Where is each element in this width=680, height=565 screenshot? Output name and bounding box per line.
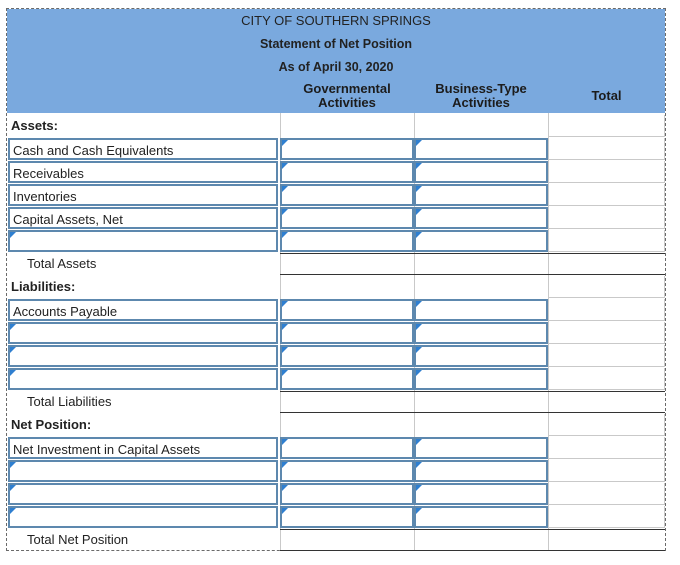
capital-assets-governmental-input[interactable] bbox=[280, 207, 414, 229]
dropdown-marker-icon bbox=[282, 232, 288, 238]
dropdown-marker-icon bbox=[10, 508, 16, 514]
blank-liability-governmental-input[interactable] bbox=[280, 368, 414, 390]
dropdown-marker-icon bbox=[416, 301, 422, 307]
inventories-business-input[interactable] bbox=[414, 184, 548, 206]
blank-net-position-label-input[interactable] bbox=[8, 483, 278, 505]
dropdown-marker-icon bbox=[10, 462, 16, 468]
accounts-payable-business-input[interactable] bbox=[414, 299, 548, 321]
dropdown-marker-icon bbox=[10, 324, 16, 330]
receivables-label-input[interactable]: Receivables bbox=[8, 161, 278, 183]
blank-liability-row bbox=[7, 368, 665, 390]
blank-net-position-label-input[interactable] bbox=[8, 460, 278, 482]
blank-net-position-row bbox=[7, 460, 665, 482]
receivables-governmental-input[interactable] bbox=[280, 161, 414, 183]
dropdown-marker-icon bbox=[416, 462, 422, 468]
blank-net-position-row bbox=[7, 506, 665, 528]
total-liabilities-business-cell bbox=[414, 391, 548, 413]
label-column-header bbox=[7, 79, 280, 113]
blank-liability-label-input[interactable] bbox=[8, 345, 278, 367]
blank-liability-business-input[interactable] bbox=[414, 322, 548, 344]
net-investment-business-input[interactable] bbox=[414, 437, 548, 459]
blank-liability-business-input[interactable] bbox=[414, 368, 548, 390]
accounts-payable-governmental-input[interactable] bbox=[280, 299, 414, 321]
dropdown-marker-icon bbox=[416, 209, 422, 215]
blank-liability-row bbox=[7, 345, 665, 367]
receivables-business-input[interactable] bbox=[414, 161, 548, 183]
blank-net-position-total-cell bbox=[548, 483, 665, 505]
blank-net-position-governmental-input[interactable] bbox=[280, 483, 414, 505]
blank-net-position-governmental-input[interactable] bbox=[280, 460, 414, 482]
blank-net-position-total-cell bbox=[548, 506, 665, 528]
entity-title-band bbox=[7, 9, 665, 33]
total-net-position-row bbox=[7, 529, 665, 551]
dropdown-marker-icon bbox=[10, 347, 16, 353]
dropdown-marker-icon bbox=[416, 347, 422, 353]
inventories-governmental-input[interactable] bbox=[280, 184, 414, 206]
dropdown-marker-icon bbox=[416, 324, 422, 330]
total-net-position-governmental-cell bbox=[280, 529, 414, 551]
total-liabilities-row bbox=[7, 391, 665, 413]
receivables-total-cell bbox=[548, 161, 665, 183]
statement-title-band bbox=[7, 32, 665, 57]
total-liabilities-label: Total Liabilities bbox=[27, 394, 112, 409]
capital-assets-business-input[interactable] bbox=[414, 207, 548, 229]
cash-business-input[interactable] bbox=[414, 138, 548, 160]
blank-asset-total-cell bbox=[548, 230, 665, 252]
blank-liability-total-cell bbox=[548, 322, 665, 344]
net-position-section-row bbox=[7, 414, 665, 436]
dropdown-marker-icon bbox=[282, 508, 288, 514]
inventories-row bbox=[7, 184, 665, 206]
blank-asset-business-input[interactable] bbox=[414, 230, 548, 252]
total-assets-row bbox=[7, 253, 665, 275]
blank-net-position-business-input[interactable] bbox=[414, 483, 548, 505]
blank-net-position-business-input[interactable] bbox=[414, 460, 548, 482]
capital-assets-label-input[interactable]: Capital Assets, Net bbox=[8, 207, 278, 229]
blank-net-position-total-cell bbox=[548, 460, 665, 482]
liabilities-heading: Liabilities: bbox=[11, 279, 76, 294]
dropdown-marker-icon bbox=[282, 301, 288, 307]
blank-net-position-governmental-input[interactable] bbox=[280, 506, 414, 528]
total-net-position-business-cell bbox=[414, 529, 548, 551]
blank-asset-label-input[interactable] bbox=[8, 230, 278, 252]
blank-cell bbox=[548, 276, 665, 298]
blank-liability-governmental-input[interactable] bbox=[280, 322, 414, 344]
cash-total-cell bbox=[548, 138, 665, 160]
blank-asset-governmental-input[interactable] bbox=[280, 230, 414, 252]
total-liabilities-total-cell bbox=[548, 391, 665, 413]
dropdown-marker-icon bbox=[10, 485, 16, 491]
capital-assets-row bbox=[7, 207, 665, 229]
dropdown-marker-icon bbox=[282, 347, 288, 353]
dropdown-marker-icon bbox=[282, 485, 288, 491]
blank-cell bbox=[548, 414, 665, 436]
blank-liability-governmental-input[interactable] bbox=[280, 345, 414, 367]
blank-liability-label-input[interactable] bbox=[8, 368, 278, 390]
dropdown-marker-icon bbox=[416, 508, 422, 514]
blank-liability-label-input[interactable] bbox=[8, 322, 278, 344]
dropdown-marker-icon bbox=[10, 370, 16, 376]
blank-liability-total-cell bbox=[548, 368, 665, 390]
total-net-position-total-cell bbox=[548, 529, 665, 551]
net-investment-label-input[interactable]: Net Investment in Capital Assets bbox=[8, 437, 278, 459]
entity-title: CITY OF SOUTHERN SPRINGS bbox=[241, 13, 431, 28]
inventories-total-cell bbox=[548, 184, 665, 206]
dropdown-marker-icon bbox=[10, 232, 16, 238]
accounts-payable-label-input[interactable]: Accounts Payable bbox=[8, 299, 278, 321]
dropdown-marker-icon bbox=[282, 186, 288, 192]
inventories-label-input[interactable]: Inventories bbox=[8, 184, 278, 206]
dropdown-marker-icon bbox=[416, 370, 422, 376]
assets-heading: Assets: bbox=[11, 118, 58, 133]
receivables-row bbox=[7, 161, 665, 183]
dropdown-marker-icon bbox=[282, 209, 288, 215]
total-assets-total-cell bbox=[548, 253, 665, 275]
dropdown-marker-icon bbox=[416, 140, 422, 146]
dropdown-marker-icon bbox=[282, 370, 288, 376]
assets-section-row bbox=[7, 115, 665, 137]
capital-assets-total-cell bbox=[548, 207, 665, 229]
business-column-header: Business-Type Activities bbox=[414, 79, 548, 113]
net-investment-row bbox=[7, 437, 665, 459]
dropdown-marker-icon bbox=[416, 485, 422, 491]
total-assets-label: Total Assets bbox=[27, 256, 97, 271]
net-investment-total-cell bbox=[548, 437, 665, 459]
blank-net-position-row bbox=[7, 483, 665, 505]
dropdown-marker-icon bbox=[416, 163, 422, 169]
dropdown-marker-icon bbox=[416, 186, 422, 192]
cash-row bbox=[7, 138, 665, 160]
blank-cell bbox=[548, 115, 665, 137]
dropdown-marker-icon bbox=[282, 439, 288, 445]
governmental-column-header: Governmental Activities bbox=[280, 79, 414, 113]
accounts-payable-row bbox=[7, 299, 665, 321]
total-assets-governmental-cell bbox=[280, 253, 414, 275]
total-liabilities-governmental-cell bbox=[280, 391, 414, 413]
cash-label-input[interactable]: Cash and Cash Equivalents bbox=[8, 138, 278, 160]
statement-sheet bbox=[6, 8, 666, 551]
blank-liability-business-input[interactable] bbox=[414, 345, 548, 367]
net-position-heading: Net Position: bbox=[11, 417, 92, 432]
cash-governmental-input[interactable] bbox=[280, 138, 414, 160]
dropdown-marker-icon bbox=[282, 462, 288, 468]
dropdown-marker-icon bbox=[416, 439, 422, 445]
statement-title: Statement of Net Position bbox=[259, 37, 413, 51]
dropdown-marker-icon bbox=[282, 140, 288, 146]
blank-net-position-business-input[interactable] bbox=[414, 506, 548, 528]
statement-date: As of April 30, 2020 bbox=[278, 60, 394, 74]
dropdown-marker-icon bbox=[416, 232, 422, 238]
net-investment-governmental-input[interactable] bbox=[280, 437, 414, 459]
total-column-header: Total bbox=[548, 79, 665, 113]
accounts-payable-total-cell bbox=[548, 299, 665, 321]
total-net-position-label: Total Net Position bbox=[27, 532, 129, 547]
blank-net-position-label-input[interactable] bbox=[8, 506, 278, 528]
dropdown-marker-icon bbox=[282, 163, 288, 169]
total-assets-business-cell bbox=[414, 253, 548, 275]
dropdown-marker-icon bbox=[282, 324, 288, 330]
blank-asset-row bbox=[7, 230, 665, 252]
liabilities-section-row bbox=[7, 276, 665, 298]
blank-liability-row bbox=[7, 322, 665, 344]
blank-liability-total-cell bbox=[548, 345, 665, 367]
date-band bbox=[7, 56, 665, 80]
